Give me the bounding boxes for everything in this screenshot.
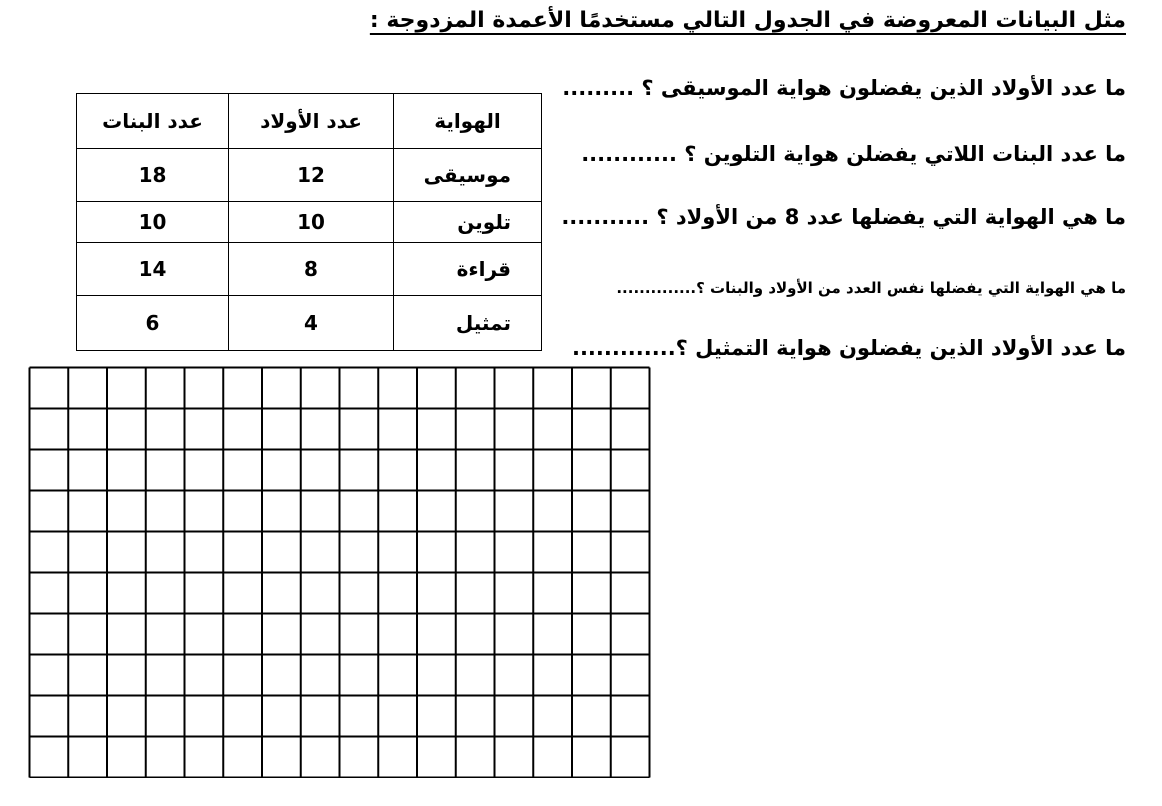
cell-hobby: قراءة <box>394 243 542 296</box>
header-hobby: الهواية <box>394 94 542 149</box>
question-2: ما عدد البنات اللاتي يفضلن هواية التلوين ؟ ............ <box>581 142 1126 166</box>
cell-hobby: تلوين <box>394 202 542 243</box>
cell-boys: 8 <box>229 243 394 296</box>
cell-girls: 14 <box>77 243 229 296</box>
header-boys: عدد الأولاد <box>229 94 394 149</box>
cell-boys: 10 <box>229 202 394 243</box>
cell-hobby: موسيقى <box>394 149 542 202</box>
cell-girls: 18 <box>77 149 229 202</box>
cell-boys: 12 <box>229 149 394 202</box>
cell-girls: 10 <box>77 202 229 243</box>
worksheet-title: مثل البيانات المعروضة في الجدول التالي مستخدمًا الأعمدة المزدوجة : <box>369 8 1126 33</box>
cell-girls: 6 <box>77 296 229 351</box>
question-5: ما عدد الأولاد الذين يفضلون هواية التمثيل ؟............. <box>571 336 1126 360</box>
question-3: ما هي الهواية التي يفضلها عدد 8 من الأولاد ؟ ........... <box>561 205 1126 229</box>
hobby-data-table <box>76 93 542 351</box>
cell-boys: 4 <box>229 296 394 351</box>
table-row <box>77 202 542 243</box>
table-row <box>77 243 542 296</box>
graph-paper-grid <box>28 366 652 778</box>
table-row <box>77 149 542 202</box>
question-4: ما هي الهواية التي يفضلها نفس العدد من الأولاد والبنات ؟.............. <box>616 279 1126 297</box>
question-1: ما عدد الأولاد الذين يفضلون هواية الموسيقى ؟ ......... <box>562 76 1126 100</box>
table-header-row <box>77 94 542 149</box>
cell-hobby: تمثيل <box>394 296 542 351</box>
table-row <box>77 296 542 351</box>
header-girls: عدد البنات <box>77 94 229 149</box>
